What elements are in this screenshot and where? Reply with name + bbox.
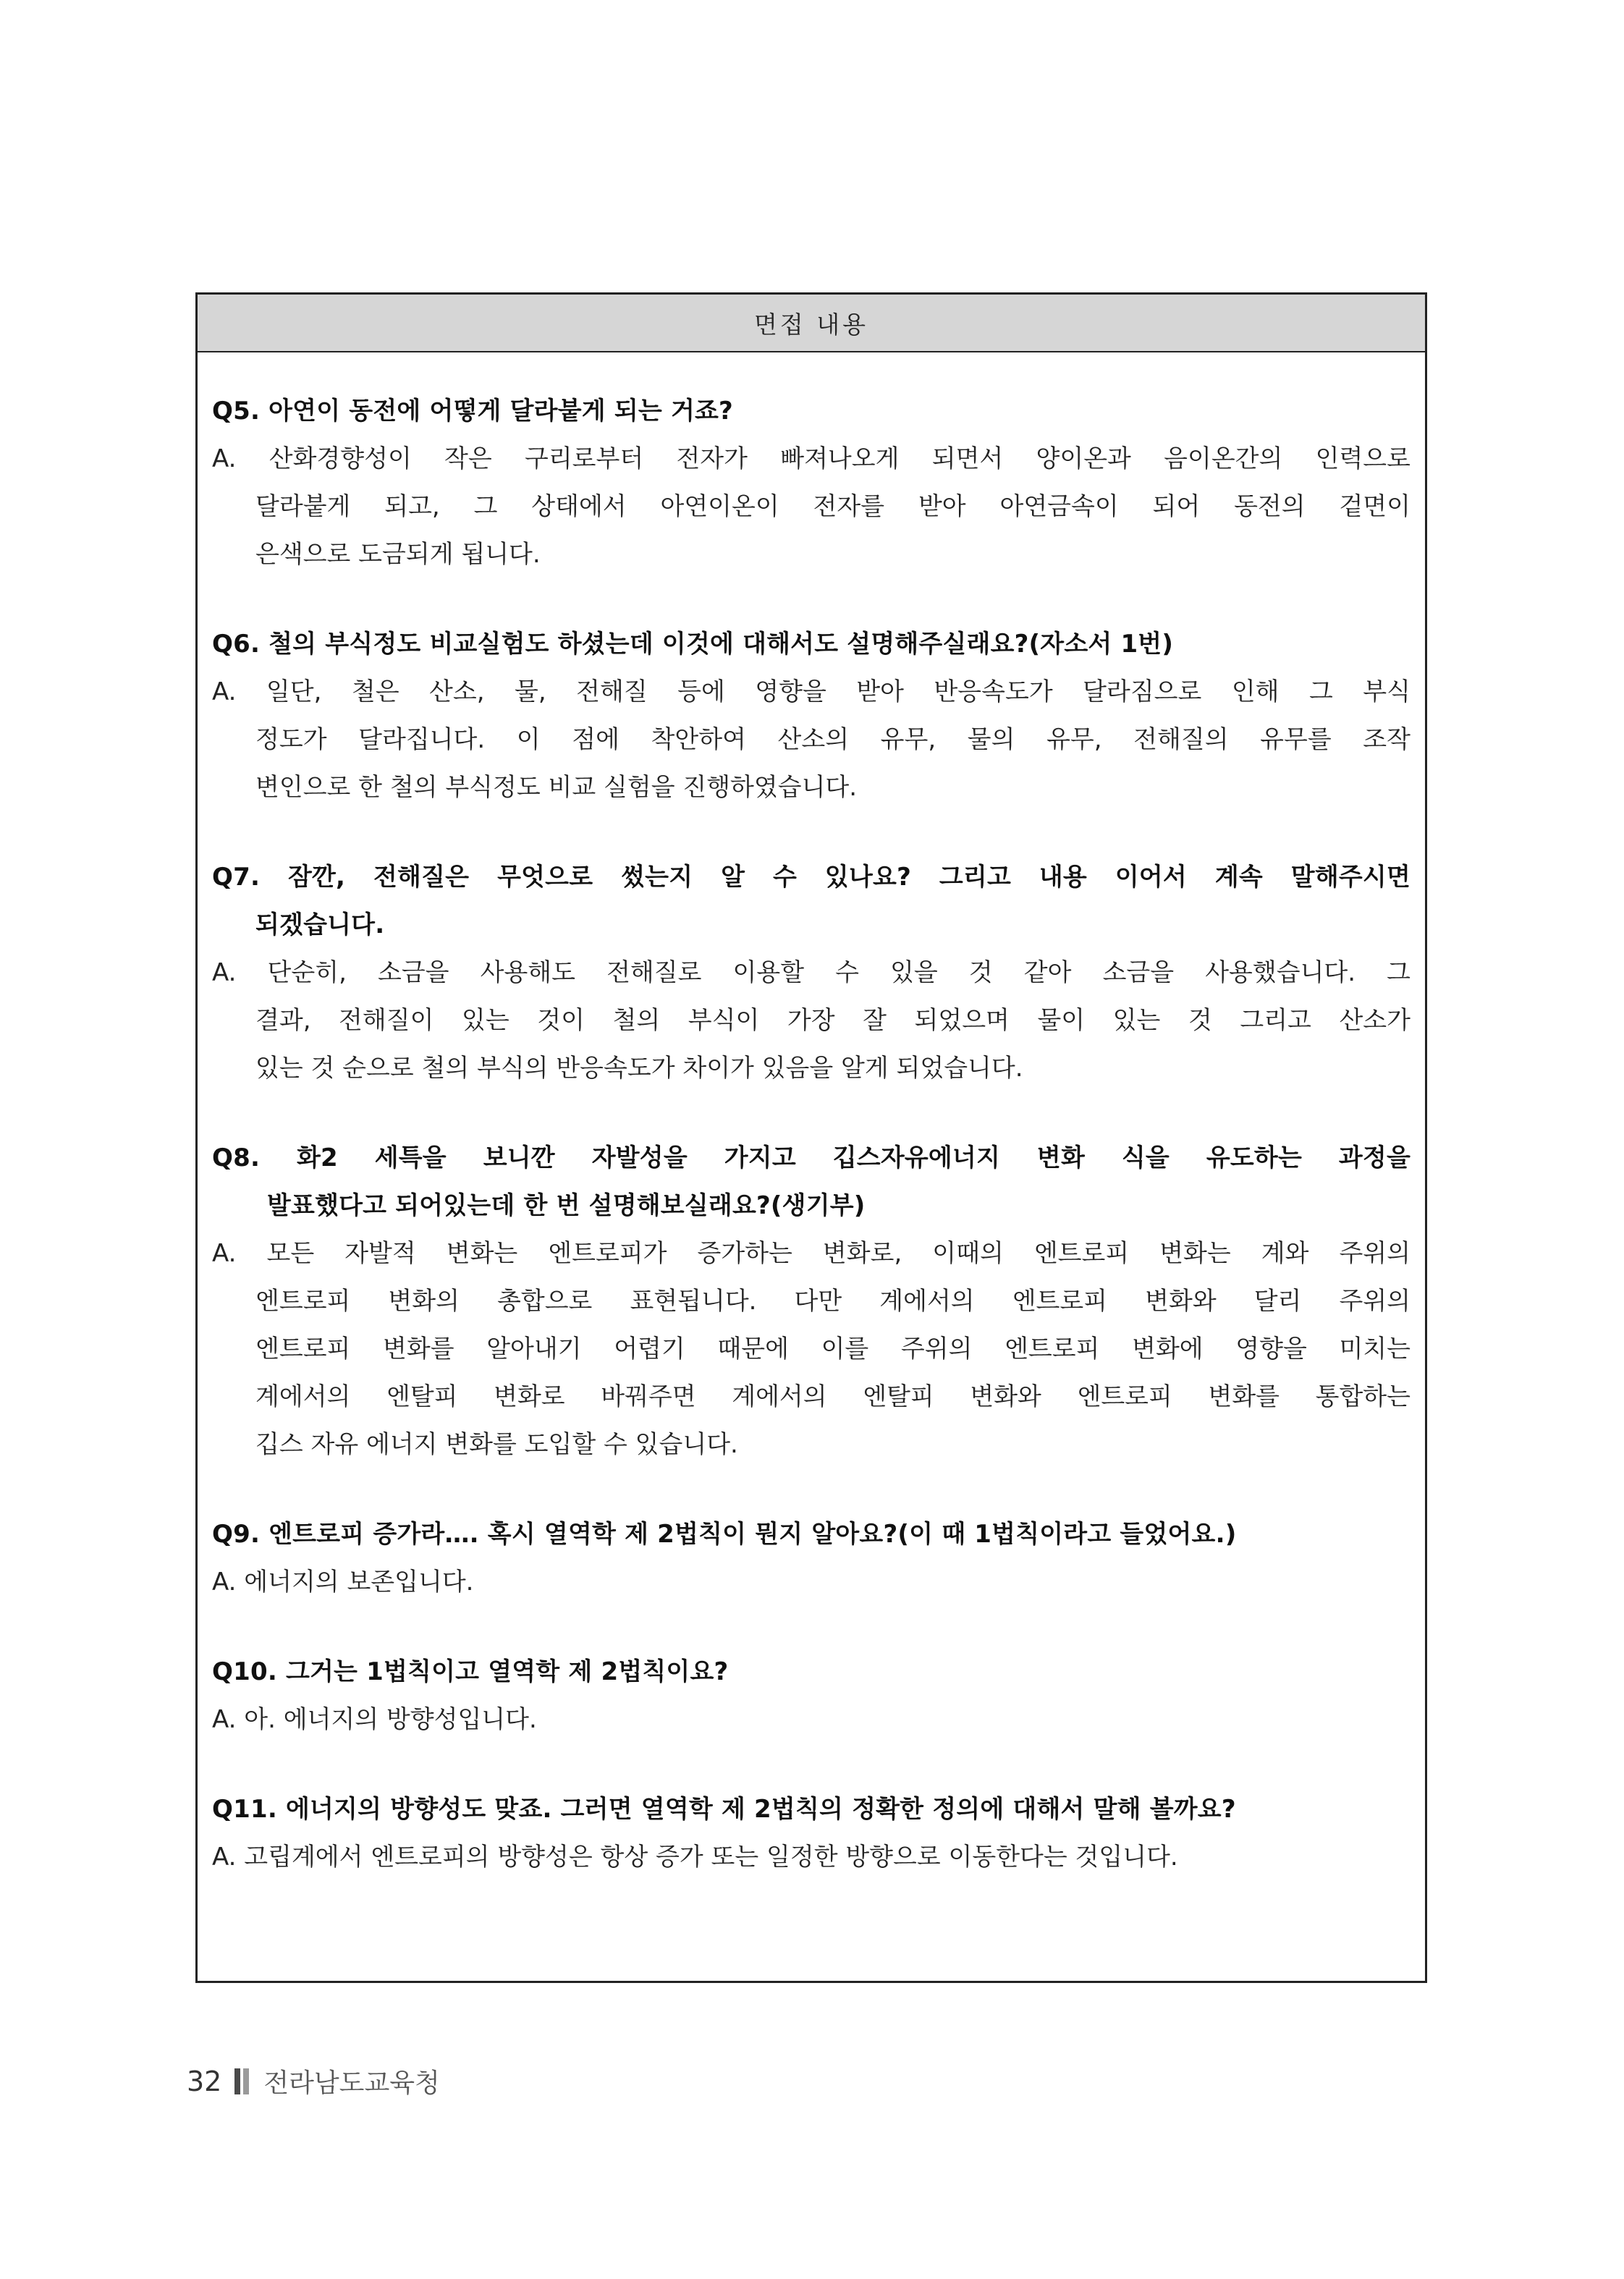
answer-text: 엔트로피 변화를 알아내기 어렵기 때문에 이를 주위의 엔트로피 변화에 영향을 미치는 bbox=[255, 1335, 1411, 1363]
answer-text: 있는 것 순으로 철의 부식의 반응속도가 차이가 있음을 알게 되었습니다. bbox=[255, 1054, 1023, 1083]
organization-name: 전라남도교육청 bbox=[263, 2068, 440, 2098]
answer-text: 변인으로 한 철의 부식정도 비교 실험을 진행하였습니다. bbox=[255, 773, 858, 802]
qa-item bbox=[212, 1510, 1411, 1606]
footer-bar-icon bbox=[243, 2068, 249, 2094]
question-text: Q11. 에너지의 방향성도 맞죠. 그러면 열역학 제 2법칙의 정확한 정의에 대해서 말해 볼까요? bbox=[212, 1795, 1236, 1824]
answer-text: A. 에너지의 보존입니다. bbox=[212, 1568, 474, 1597]
qa-item bbox=[212, 1134, 1411, 1468]
answer-text: 은색으로 도금되게 됩니다. bbox=[255, 540, 541, 569]
answer-text: 계에서의 엔탈피 변화로 바꿔주면 계에서의 엔탈피 변화와 엔트로피 변화를 통합하는 bbox=[255, 1382, 1411, 1411]
answer-text: 정도가 달라집니다. 이 점에 착안하여 산소의 유무, 물의 유무, 전해질의 유무를 조작 bbox=[255, 725, 1411, 754]
answer-text: 달라붙게 되고, 그 상태에서 아연이온이 전자를 받아 아연금속이 되어 동전의 겉면이 bbox=[255, 492, 1411, 521]
qa-item bbox=[212, 1648, 1411, 1743]
answer-text: A. 아. 에너지의 방향성입니다. bbox=[212, 1705, 537, 1734]
question-text: 되겠습니다. bbox=[255, 910, 385, 939]
answer-text: A. 산화경향성이 작은 구리로부터 전자가 빠져나오게 되면서 양이온과 음이온간의 인력으로 bbox=[212, 444, 1411, 473]
answer-text: 엔트로피 변화의 총합으로 표현됩니다. 다만 계에서의 엔트로피 변화와 달리 주위의 bbox=[255, 1287, 1411, 1316]
question-text: Q9. 엔트로피 증가라…. 혹시 열역학 제 2법칙이 뭔지 알아요?(이 때 1법칙이라고 들었어요.) bbox=[212, 1520, 1237, 1549]
question-text: Q6. 철의 부식정도 비교실험도 하셨는데 이것에 대해서도 설명해주실래요?(자소서 1번) bbox=[212, 630, 1174, 659]
interview-box-header: 면접 내용 bbox=[198, 295, 1425, 352]
question-text: Q7. 잠깐, 전해질은 무엇으로 썼는지 알 수 있나요? 그리고 내용 이어서 계속 말해주시면 bbox=[212, 863, 1411, 892]
qa-item bbox=[212, 620, 1411, 811]
answer-text: A. 고립계에서 엔트로피의 방향성은 항상 증가 또는 일정한 방향으로 이동한다는 것입니다. bbox=[212, 1843, 1178, 1872]
answer-text: A. 모든 자발적 변화는 엔트로피가 증가하는 변화로, 이때의 엔트로피 변화는 계와 주위의 bbox=[212, 1239, 1411, 1268]
question-text: Q8. 화2 세특을 보니깐 자발성을 가지고 깁스자유에너지 변화 식을 유도하는 과정을 bbox=[212, 1143, 1411, 1172]
page-number: 32 bbox=[187, 2065, 222, 2097]
answer-text: 깁스 자유 에너지 변화를 도입할 수 있습니다. bbox=[255, 1430, 738, 1459]
answer-text: A. 단순히, 소금을 사용해도 전해질로 이용할 수 있을 것 같아 소금을 사용했습니다. 그 bbox=[212, 958, 1411, 987]
qa-item bbox=[212, 853, 1411, 1092]
answer-text: 결과, 전해질이 있는 것이 철의 부식이 가장 잘 되었으며 물이 있는 것 그리고 산소가 bbox=[255, 1006, 1411, 1035]
interview-box bbox=[195, 292, 1427, 1983]
answer-text: A. 일단, 철은 산소, 물, 전해질 등에 영향을 받아 반응속도가 달라짐으로 인해 그 부식 bbox=[212, 677, 1411, 706]
footer-bar-icon bbox=[234, 2068, 240, 2094]
question-text: Q5. 아연이 동전에 어떻게 달라붙게 되는 거죠? bbox=[212, 397, 733, 426]
question-text: Q10. 그거는 1법칙이고 열역학 제 2법칙이요? bbox=[212, 1657, 729, 1686]
qa-item bbox=[212, 1785, 1411, 1881]
qa-item bbox=[212, 387, 1411, 578]
page-footer bbox=[187, 2063, 440, 2100]
interview-content bbox=[212, 387, 1411, 1923]
question-text: 발표했다고 되어있는데 한 번 설명해보실래요?(생기부) bbox=[267, 1191, 866, 1220]
